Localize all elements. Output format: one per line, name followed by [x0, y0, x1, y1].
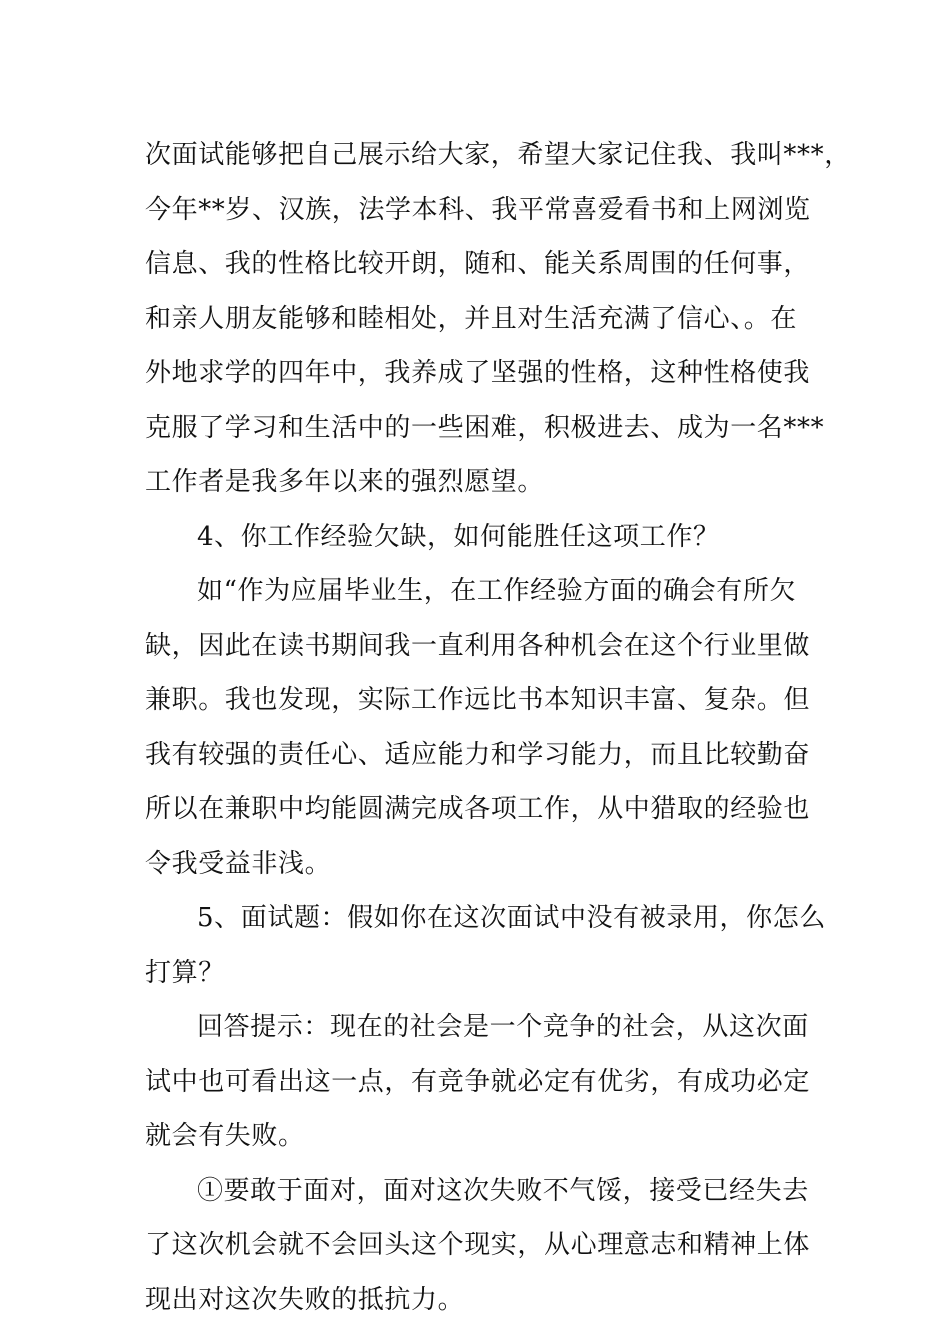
text-line: 外地求学的四年中，我养成了坚强的性格，这种性格使我 — [145, 358, 811, 388]
text-line: 试中也可看出这一点，有竞争就必定有优劣，有成功必定 — [145, 1066, 811, 1097]
text-line: 回答提示：现在的社会是一个竞争的社会，从这次面 — [197, 1012, 809, 1042]
text-line: 克服了学习和生活中的一些困难，积极进去、成为一名*** — [145, 412, 825, 443]
text-line: 令我受益非浅。 — [145, 848, 332, 879]
text-line: 打算？ — [145, 957, 225, 988]
question-4-heading — [145, 510, 810, 565]
text-line: 4、你工作经验欠缺，如何能胜任这项工作？ — [197, 521, 720, 552]
text-line: 缺，因此在读书期间我一直利用各种机会在这个行业里做 — [145, 630, 811, 661]
text-line: 我有较强的责任心、适应能力和学习能力，而且比较勤奋 — [145, 739, 811, 770]
paragraph-answer-hint — [145, 1000, 810, 1164]
document-body — [145, 128, 851, 1327]
text-line: 兼职。我也发现，实际工作远比书本知识丰富、复杂。但 — [145, 685, 811, 715]
text-line: 信息、我的性格比较开朗，随和、能关系周围的任何事， — [145, 249, 811, 279]
text-line: 就会有失败。 — [145, 1121, 305, 1151]
paragraph-answer-4 — [145, 564, 810, 891]
text-line: 现出对这次失败的抵抗力。 — [145, 1284, 465, 1315]
text-line: ①要敢于面对，面对这次失败不气馁，接受已经失去 — [197, 1175, 809, 1206]
text-line: 了这次机会就不会回头这个现实，从心理意志和精神上体 — [145, 1230, 811, 1260]
text-line: 如“作为应届毕业生，在工作经验方面的确会有所欠 — [197, 576, 797, 606]
text-line: 和亲人朋友能够和睦相处，并且对生活充满了信心、。在 — [145, 303, 798, 334]
paragraph-point-1 — [145, 1164, 810, 1328]
text-line: 今年**岁、汉族，法学本科、我平常喜爱看书和上网浏览 — [145, 194, 811, 225]
text-line: 5、面试题：假如你在这次面试中没有被录用，你怎么 — [197, 903, 826, 933]
question-5-heading — [145, 891, 826, 1000]
text-line: 所以在兼职中均能圆满完成各项工作，从中猎取的经验也 — [145, 794, 811, 824]
paragraph-self-introduction — [145, 128, 851, 510]
text-line: 工作者是我多年以来的强烈愿望。 — [145, 467, 545, 497]
text-line: 次面试能够把自己展示给大家，希望大家记住我、我叫***， — [145, 140, 851, 170]
